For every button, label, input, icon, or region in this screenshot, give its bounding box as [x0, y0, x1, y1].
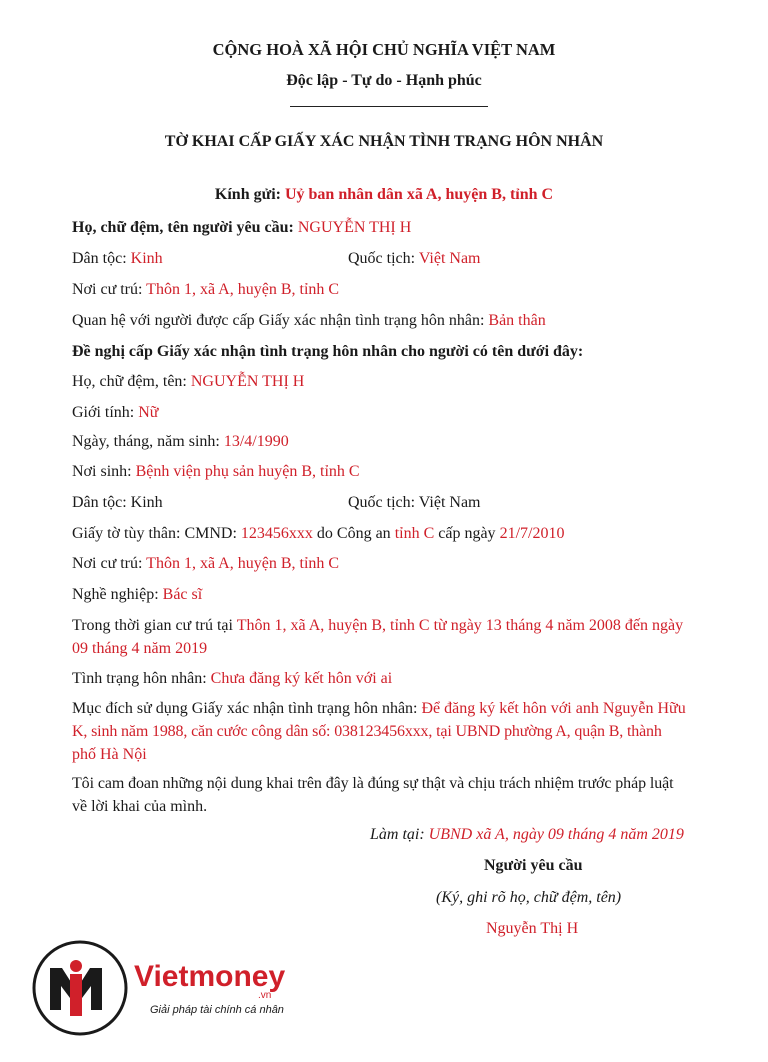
requester-nationality-label: Quốc tịch:: [348, 250, 416, 267]
id-issuer-label: do Công an: [316, 525, 391, 542]
signature-note: (Ký, ghi rõ họ, chữ đệm, tên): [436, 889, 622, 906]
logo-brand: [134, 960, 285, 994]
job-line: [72, 583, 722, 607]
marital-value: Chưa đăng ký kết hôn với ai: [210, 670, 393, 687]
period-value-1: Thôn 1, xã A, huyện B, tỉnh C từ ngày 13 tháng 4 năm 2008 đến ngày: [236, 617, 684, 634]
birthplace-value: Bệnh viện phụ sản huyện B, tỉnh C: [135, 463, 360, 480]
period-line-1: [72, 614, 722, 638]
subject-ethnicity: Dân tộc: Kinh: [72, 494, 163, 511]
gender-value: Nữ: [138, 404, 159, 421]
subject-nationality: Quốc tịch: Việt Nam: [348, 494, 481, 511]
requester-residence-line: [72, 278, 722, 302]
subject-name: NGUYỄN THỊ H: [190, 373, 305, 390]
requester-ethnicity-label: Dân tộc:: [72, 250, 127, 267]
request-heading: Đề nghị cấp Giấy xác nhận tình trạng hôn nhân cho người có tên dưới đây:: [72, 343, 584, 360]
id-number: 123456xxx: [240, 525, 313, 542]
dob-value: 13/4/1990: [223, 433, 289, 450]
marital-label: Tình trạng hôn nhân:: [72, 670, 207, 687]
requester-residence: Thôn 1, xã A, huyện B, tỉnh C: [146, 281, 340, 298]
gender-line: [72, 401, 722, 425]
subject-name-label: Họ, chữ đệm, tên:: [72, 373, 187, 390]
purpose-label: Mục đích sử dụng Giấy xác nhận tình trạng hôn nhân:: [72, 700, 418, 717]
vietmoney-logo: [30, 938, 330, 1038]
subject-residence-label: Nơi cư trú:: [72, 555, 143, 572]
purpose-line-1: [72, 697, 722, 721]
subject-residence: Thôn 1, xã A, huyện B, tỉnh C: [146, 555, 340, 572]
header-divider: [290, 106, 488, 107]
recipient-label: Kính gửi:: [214, 186, 281, 203]
logo-tagline: Giải pháp tài chính cá nhân: [150, 1004, 284, 1016]
dob-label: Ngày, tháng, năm sinh:: [72, 433, 220, 450]
recipient-value: Uỷ ban nhân dân xã A, huyện B, tỉnh C: [284, 186, 554, 203]
country-header: CỘNG HOÀ XÃ HỘI CHỦ NGHĨA VIỆT NAM: [212, 40, 556, 59]
id-line: [72, 522, 722, 546]
period-value-2: 09 tháng 4 năm 2019: [72, 640, 208, 657]
requester-nationality: Việt Nam: [418, 250, 481, 267]
requester-ethnicity: Kinh: [130, 250, 163, 267]
signature-place-line: [370, 823, 720, 847]
recipient-line: [0, 186, 768, 204]
relation-line: [72, 309, 722, 333]
relation-label: Quan hệ với người được cấp Giấy xác nhận tình trạng hôn nhân:: [72, 312, 485, 329]
job-label: Nghề nghiệp:: [72, 586, 159, 603]
birthplace-line: [72, 460, 722, 484]
job-value: Bác sĩ: [162, 586, 203, 603]
id-issuer: tỉnh C: [394, 525, 435, 542]
signature-role: Người yêu cầu: [484, 857, 583, 874]
declaration-line-2: về lời khai của mình.: [72, 798, 208, 815]
purpose-value-2: K, sinh năm 1988, căn cước công dân số: 038123456xxx, tại UBND phường A, quận B, thành: [72, 723, 662, 740]
id-date-label: cấp ngày: [438, 525, 496, 542]
signature-place-label: Làm tại:: [370, 826, 425, 843]
id-label: Giấy tờ tùy thân: CMND:: [72, 525, 237, 542]
relation-value: Bản thân: [488, 312, 546, 329]
motto: Độc lập - Tự do - Hạnh phúc: [286, 72, 482, 89]
signature-name: Nguyễn Thị H: [486, 920, 579, 937]
logo-brand-text: Vietmoney: [134, 960, 286, 993]
subject-name-line: [72, 370, 722, 394]
form-title: TỜ KHAI CẤP GIẤY XÁC NHẬN TÌNH TRẠNG HÔN NHÂN: [164, 133, 604, 150]
birthplace-label: Nơi sinh:: [72, 463, 132, 480]
declaration-line-1: Tôi cam đoan những nội dung khai trên đây là đúng sự thật và chịu trách nhiệm trước pháp luật: [72, 775, 674, 792]
dob-line: [72, 430, 722, 454]
id-date: 21/7/2010: [499, 525, 565, 542]
purpose-value-1: Để đăng ký kết hôn với anh Nguyễn Hữu: [421, 700, 686, 717]
requester-nationality-line: [348, 247, 708, 271]
subject-residence-line: [72, 552, 722, 576]
gender-label: Giới tính:: [72, 404, 135, 421]
requester-name: NGUYỄN THỊ H: [297, 219, 412, 236]
marital-line: [72, 667, 722, 691]
requester-residence-label: Nơi cư trú:: [72, 281, 143, 298]
period-label: Trong thời gian cư trú tại: [72, 617, 233, 634]
signature-place-date: UBND xã A, ngày 09 tháng 4 năm 2019: [428, 826, 684, 843]
logo-domain: .vn: [258, 990, 272, 1001]
requester-name-line: [72, 216, 722, 240]
requester-name-label: Họ, chữ đệm, tên người yêu cầu:: [72, 219, 294, 236]
purpose-value-3: phố Hà Nội: [72, 746, 147, 763]
